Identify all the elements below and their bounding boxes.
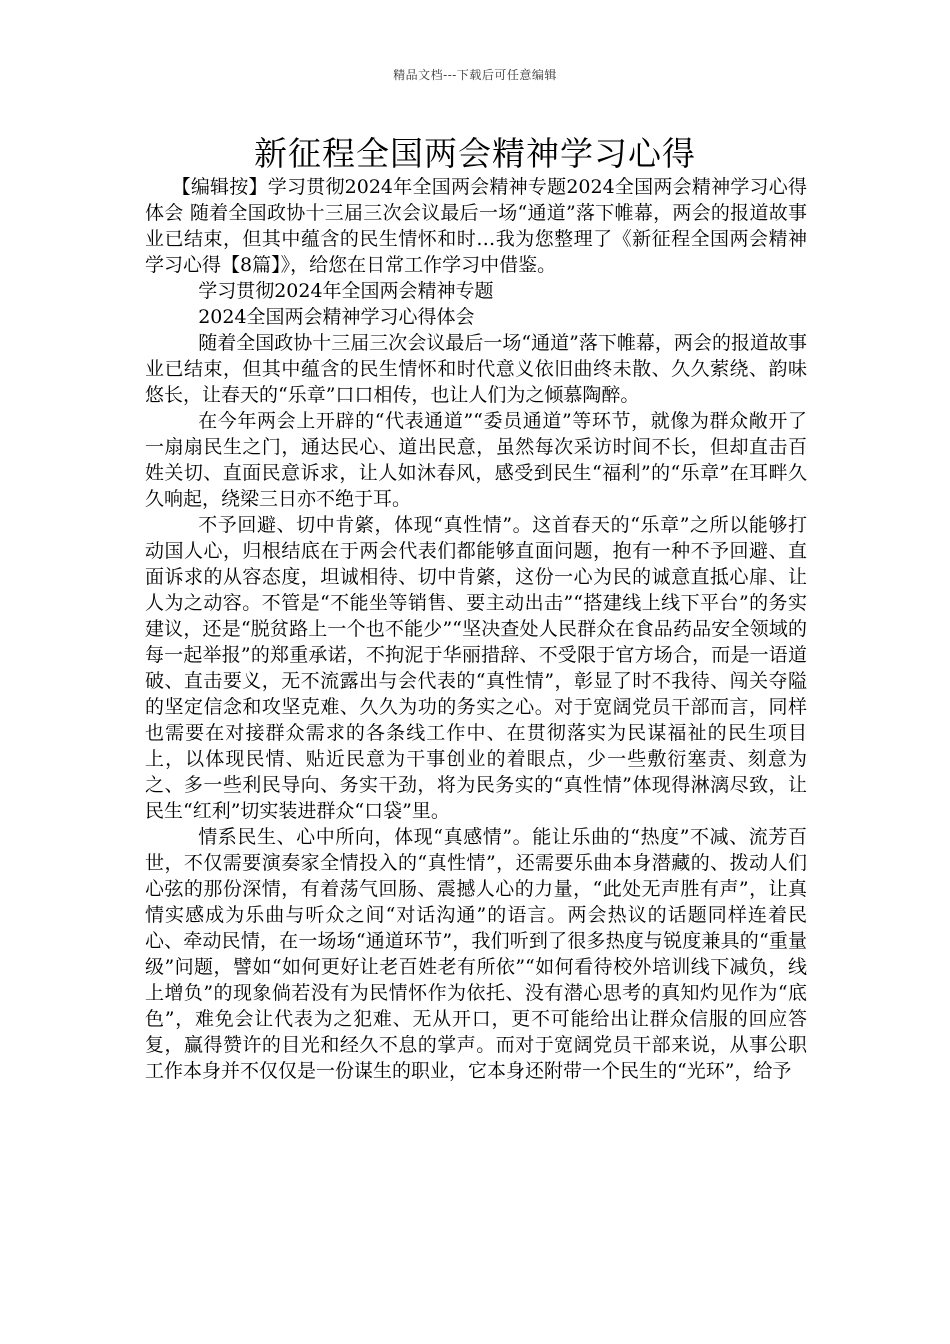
editor-note-paragraph: 【编辑按】学习贯彻2024年全国两会精神专题2024全国两会精神学习心得体会 随着全国政协十三届三次会议最后一场“通道”落下帷幕，两会的报道故事业已结束，但其中蕴含的民生情怀和时…我为您整理了《新征程全国两会精神学习心得【8篇】》，给您在日常工作学习中借鉴。	[145, 176, 807, 276]
document-title: 新征程全国两会精神学习心得	[254, 134, 696, 173]
body-paragraph: 不予回避、切中肯綮，体现“真性情”。这首春天的“乐章”之所以能够打动国人心，归根结底在于两会代表们都能够直面问题，抱有一种不予回避、直面诉求的从容态度，坦诚相待、切中肯綮，这份一心为民的诚意直抵心扉、让人为之动容。不管是“不能坐等销售、要主动出击”“搭建线上线下平台”的务实建议，还是“脱贫路上一个也不能少”“坚决查处人民群众在食品药品安全领域的每一起举报”的郑重承诺，不拘泥于华丽措辞、不受限于官方场合，而是一语道破、直击要义，无不流露出与会代表的“真性情”，彰显了时不我待、闯关夺隘的坚定信念和攻坚克难、久久为功的务实之心。对于宽阔党员干部而言，同样也需要在对接群众需求的各条线工作中、在贯彻落实为民谋福祉的民生项目上，以体现民情、贴近民意为干事创业的着眼点，少一些敷衍塞责、刻意为之、多一些利民导向、务实干劲，将为民务实的“真性情”体现得淋漓尽致，让民生“红利”切实装进群众“口袋”里。	[145, 514, 807, 822]
body-paragraph: 在今年两会上开辟的“代表通道”“委员通道”等环节，就像为群众敞开了一扇扇民生之门，通达民心、道出民意，虽然每次采访时间不长，但却直击百姓关切、直面民意诉求，让人如沐春风，感受到民生“福利”的“乐章”在耳畔久久响起，绕梁三日亦不绝于耳。	[145, 410, 807, 510]
section-heading-line: 学习贯彻2024年全国两会精神专题	[198, 280, 494, 302]
page-header-note: 精品文档---下载后可任意编辑	[393, 68, 557, 82]
body-paragraph: 随着全国政协十三届三次会议最后一场“通道”落下帷幕，两会的报道故事业已结束，但其中蕴含的民生情怀和时代意义依旧曲终未散、久久萦绕、韵味悠长，让春天的“乐章”口口相传，也让人们为之倾慕陶醉。	[145, 332, 807, 406]
document-body	[145, 174, 807, 1084]
section-subheading-line: 2024全国两会精神学习心得体会	[198, 306, 475, 328]
body-paragraph: 情系民生、心中所向，体现“真感情”。能让乐曲的“热度”不减、流芳百世，不仅需要演奏家全情投入的“真性情”，还需要乐曲本身潜藏的、拨动人们心弦的那份深情，有着荡气回肠、震撼人心的力量，“此处无声胜有声”，让真情实感成为乐曲与听众之间“对话沟通”的语言。两会热议的话题同样连着民心、牵动民情，在一场场“通道环节”，我们听到了很多热度与锐度兼具的“重量级”问题，譬如“如何更好让老百姓老有所依”“如何看待校外培训线下减负，线上增负”的现象倘若没有为民情怀作为依托、没有潜心思考的真知灼见作为“底色”，难免会让代表为之犯难、无从开口，更不可能给出让群众信服的回应答复，赢得赞许的目光和经久不息的掌声。而对于宽阔党员干部来说，从事公职工作本身并不仅仅是一份谋生的职业，它本身还附带一个民生的“光环”，给予	[145, 826, 807, 1082]
